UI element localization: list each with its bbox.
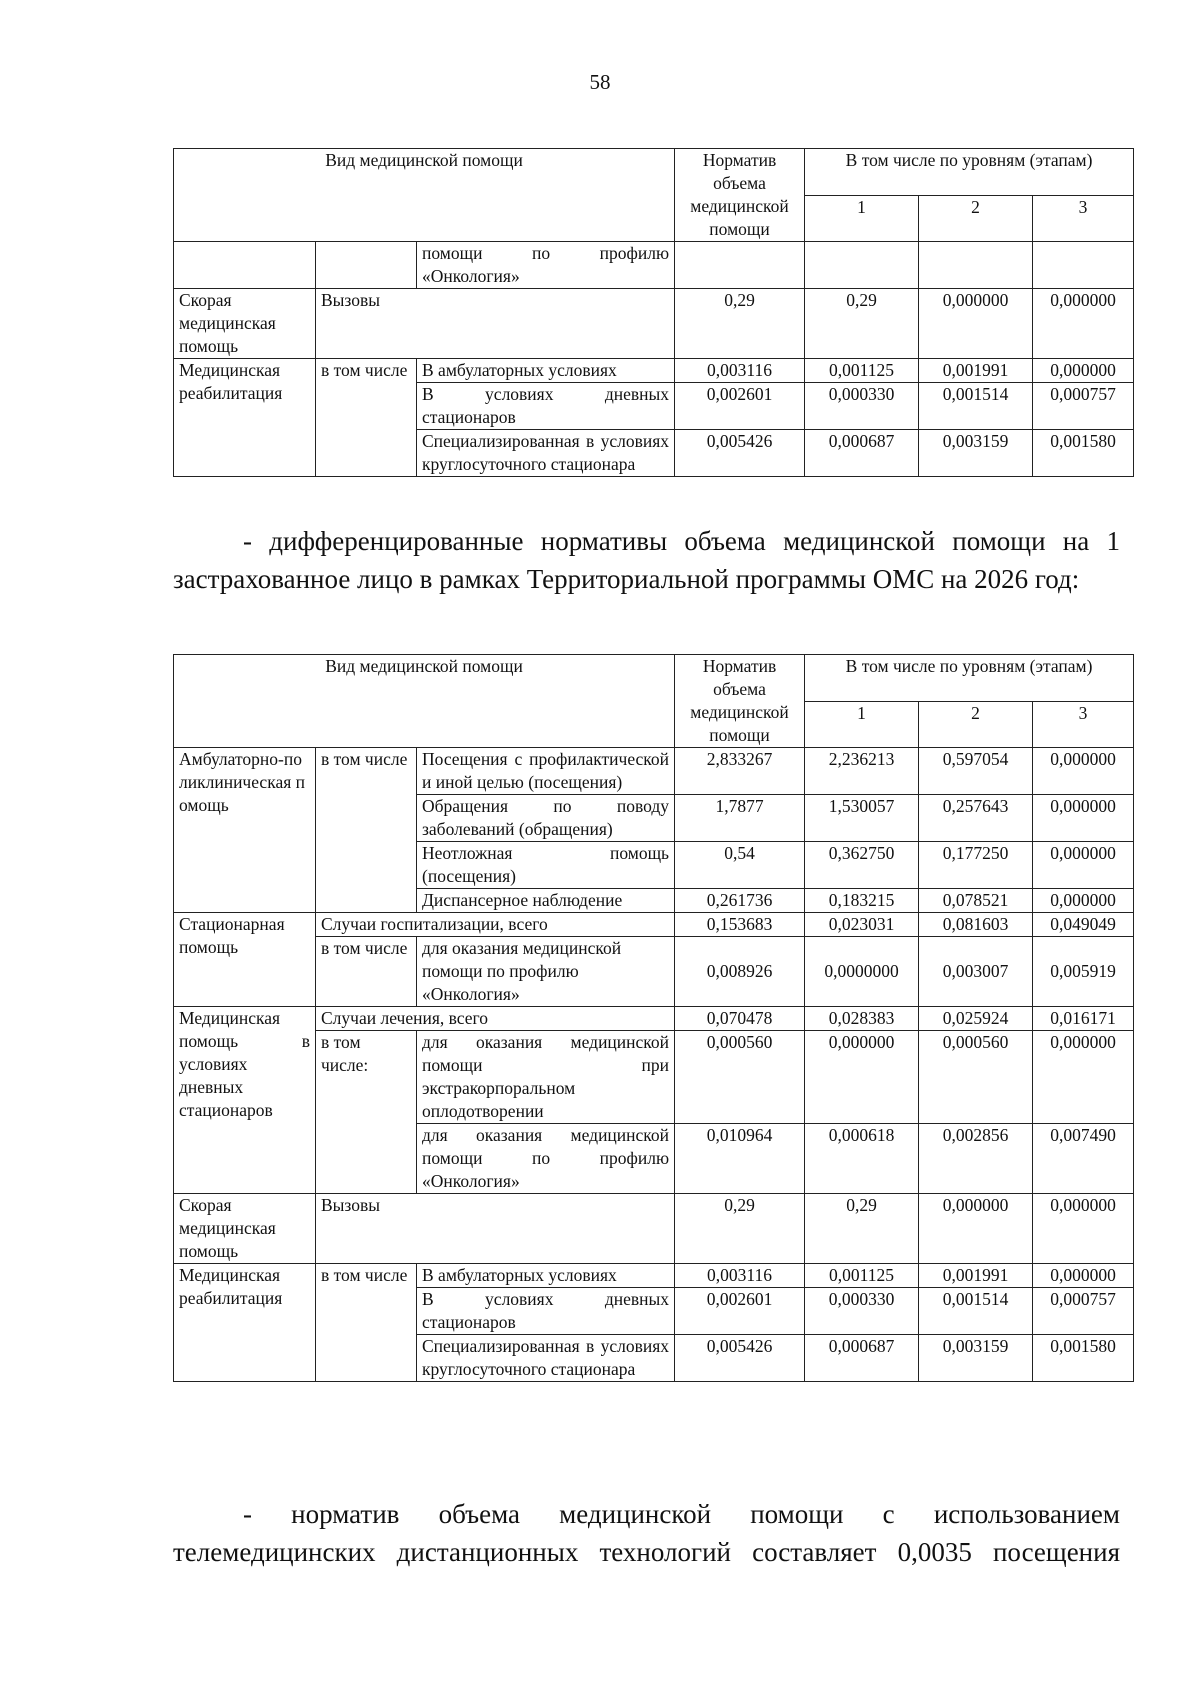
row-label: Медицинская реабилитация — [174, 1264, 316, 1382]
row-label: Скорая медицинская помощь — [174, 289, 316, 359]
table-row: Скорая медицинская помощь Вызовы 0,29 0,29 0,000000 0,000000 — [174, 289, 1134, 359]
header-level-3: 3 — [1033, 195, 1134, 242]
header-level-2: 2 — [919, 195, 1033, 242]
table-row: Специализированная в условиях круглосуточного стационара 0,005426 0,000687 0,003159 0,001580 — [174, 430, 1134, 477]
table-row: в том числе: для оказания медицинской помощи при экстракорпоральном оплодотворении 0,000560 0,000000 0,000560 0,000000 — [174, 1031, 1134, 1124]
row-sublabel: Вызовы — [316, 289, 675, 359]
page-number: 58 — [589, 70, 611, 94]
table-row: В условиях дневных стационаров 0,002601 0,000330 0,001514 0,000757 — [174, 1288, 1134, 1335]
incl-label: в том числе: — [316, 1031, 417, 1194]
table-row: Обращения по поводу заболеваний (обращения) 1,7877 1,530057 0,257643 0,000000 — [174, 795, 1134, 842]
row-label: Медицинская помощь в условиях дневных стационаров — [174, 1007, 316, 1194]
header-norm: Норматив объема медицинской помощи — [675, 149, 805, 242]
table-row: Неотложная помощь (посещения) 0,54 0,362750 0,177250 0,000000 — [174, 842, 1134, 889]
table-row: Скорая медицинская помощь Вызовы 0,29 0,29 0,000000 0,000000 — [174, 1194, 1134, 1264]
incl-label: в том числе — [316, 937, 417, 1007]
row-label: Стационарная помощь — [174, 913, 316, 1007]
header-kind: Вид медицинской помощи — [174, 655, 675, 748]
header-kind: Вид медицинской помощи — [174, 149, 675, 242]
header-level-1: 1 — [805, 195, 919, 242]
row-label: Амбулаторно-поликлиническая помощь — [174, 748, 316, 913]
row-label: Скорая медицинская помощь — [174, 1194, 316, 1264]
row-label: Медицинская реабилитация — [174, 359, 316, 477]
table-row: Специализированная в условиях круглосуточного стационара 0,005426 0,000687 0,003159 0,001580 — [174, 1335, 1134, 1382]
row-sublabel: Вызовы — [316, 1194, 675, 1264]
paragraph-telemedicine: - норматив объема медицинской помощи с использованием телемедицинских дистанционных технологий составляет 0,0035 посещения — [173, 1499, 1120, 1567]
incl-label: в том числе — [316, 1264, 417, 1382]
table-row: В условиях дневных стационаров 0,002601 0,000330 0,001514 0,000757 — [174, 383, 1134, 430]
header-levels: В том числе по уровням (этапам) — [805, 149, 1134, 196]
paragraph-differentiated-norms: - дифференцированные нормативы объема медицинской помощи на 1 застрахованное лицо в рамках Территориальной программы ОМС на 2026 год: — [173, 526, 1120, 594]
table-row: Медицинская реабилитация в том числе В амбулаторных условиях 0,003116 0,001125 0,001991 0,000000 — [174, 359, 1134, 383]
table-row: Медицинская помощь в условиях дневных стационаров Случаи лечения, всего 0,070478 0,028383 0,025924 0,016171 — [174, 1007, 1134, 1031]
table-row: для оказания медицинской помощи по профилю «Онкология» 0,010964 0,000618 0,002856 0,007490 — [174, 1124, 1134, 1194]
table-row: Медицинская реабилитация в том числе В амбулаторных условиях 0,003116 0,001125 0,001991 0,000000 — [174, 1264, 1134, 1288]
header-levels: В том числе по уровням (этапам) — [805, 655, 1134, 702]
table-row — [174, 242, 1134, 289]
header-level-3: 3 — [1033, 701, 1134, 748]
table-row: Диспансерное наблюдение 0,261736 0,183215 0,078521 0,000000 — [174, 889, 1134, 913]
norms-table-2026 — [173, 654, 1134, 1382]
table-row: Амбулаторно-поликлиническая помощь в том числе Посещения с профилактической и иной целью (посещения) 2,833267 2,236213 0,597054 0,000000 — [174, 748, 1134, 795]
norms-table-continued — [173, 148, 1134, 477]
header-norm: Норматив объема медицинской помощи — [675, 655, 805, 748]
table-row: в том числе для оказания медицинской помощи по профилю «Онкология» 0,008926 0,0000000 0,003007 0,005919 — [174, 937, 1134, 1007]
incl-label: в том числе — [316, 748, 417, 913]
header-level-2: 2 — [919, 701, 1033, 748]
incl-label: в том числе — [316, 359, 417, 477]
table-row: Стационарная помощь Случаи госпитализации, всего 0,153683 0,023031 0,081603 0,049049 — [174, 913, 1134, 937]
continued-text: помощи по профилю «Онкология» — [417, 242, 675, 289]
header-level-1: 1 — [805, 701, 919, 748]
